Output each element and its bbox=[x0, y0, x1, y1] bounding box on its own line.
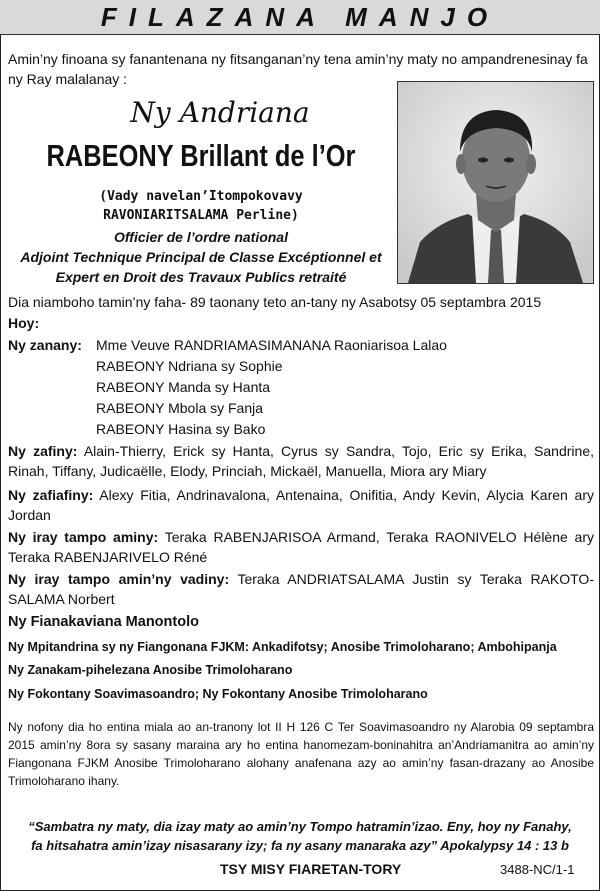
zanany-item: RABEONY Hasina sy Bako bbox=[96, 421, 266, 437]
spouse-line-2: RAVONIARITSALAMA Perline) bbox=[103, 208, 299, 223]
no-wake-notice: TSY MISY FIARETAN-TORY bbox=[220, 861, 402, 877]
section-colleagues: Ny Zanakam-pihelezana Anosibe Trimoloharano bbox=[8, 663, 293, 677]
zafiafiny-paragraph bbox=[8, 485, 594, 525]
honorific: Ny Andriana bbox=[130, 96, 310, 129]
zafiny-paragraph bbox=[8, 441, 594, 481]
section-church: Ny Mpitandrina sy ny Fiangonana FJKM: Ankadifotsy; Anosibe Trimoloharano; Ambohipanja bbox=[8, 640, 557, 654]
iray-tampo-vady-paragraph bbox=[8, 569, 594, 609]
reference-code: 3488-NC/1-1 bbox=[500, 862, 575, 877]
zanany-label: Ny zanany: bbox=[8, 337, 82, 353]
portrait-photo bbox=[397, 81, 594, 284]
section-family: Ny Fianakaviana Manontolo bbox=[8, 614, 199, 630]
zanany-item: Mme Veuve RANDRIAMASIMANANA Raoniarisoa Lalao bbox=[96, 337, 447, 353]
zafiny-text: Alain-Thierry, Erick sy Hanta, Cyrus sy Sandra, Tojo, Eric sy Erika, Sandrine, Rinah, Tiffany, Judicaëlle, Elody, Princiah, Mickaël, Manuella, Miora ary Miary bbox=[8, 443, 594, 479]
funeral-details: Ny nofony dia ho entina miala ao an-tranony lot II H 126 C Ter Soavimasoandro ny Alarobia 09 septambra 2015 amin’ny 8ora sy sasany maraina ary ho entina hanomezam-boninahitra an’Andriamanitra ao amin’ny Fiangonana FJKM Anosibe Trimoloharano alohany anafenana azy ao amin’ny fasan-drazany ao Anosibe Trimoloharano ihany. bbox=[8, 720, 594, 788]
iray-tampo-vady-text: Teraka ANDRIATSALAMA Justin sy Teraka RAKOTO-SALAMA Norbert bbox=[8, 571, 594, 607]
deceased-name: RABEONY Brillant de l’Or bbox=[46, 138, 356, 173]
zafiny-label: Ny zafiny: bbox=[8, 443, 78, 459]
iray-tampo-vady-label: Ny iray tampo amin’ny vadiny: bbox=[8, 571, 230, 587]
spouse-line-1: (Vady navelan’Itompokovavy bbox=[99, 189, 303, 204]
quote-line-2: fa hitsahatra amin’izay nisasarany izy; fa ny asany manaraka azy” Apokalypsy 14 : 13 b bbox=[31, 838, 569, 853]
iray-tampo-text: Teraka RABENJARISOA Armand, Teraka RAONIVELO Hélène ary Teraka RABENJARIVELO Réné bbox=[8, 529, 594, 565]
zanany-item: RABEONY Ndriana sy Sophie bbox=[96, 358, 283, 374]
zanany-item: RABEONY Mbola sy Fanja bbox=[96, 400, 264, 416]
title-line-1: Officier de l’ordre national bbox=[113, 229, 288, 245]
hoy-label: Hoy: bbox=[8, 315, 40, 331]
portrait-illustration bbox=[398, 82, 593, 283]
zafiafiny-label: Ny zafiafiny: bbox=[8, 487, 94, 503]
death-notice: Dia niamboho tamin’ny faha- 89 taonany teto an-tany ny Asabotsy 05 septambra 2015 bbox=[8, 294, 542, 310]
quote-line-1: “Sambatra ny maty, dia izay maty ao amin’ny Tompo hatramin’izao. Eny, hoy ny Fanahy, bbox=[28, 819, 572, 834]
header-title: FILAZANA MANJO bbox=[100, 2, 500, 32]
bible-quote bbox=[20, 817, 580, 855]
iray-tampo-label: Ny iray tampo aminy: bbox=[8, 529, 159, 545]
header-banner bbox=[0, 0, 600, 35]
title-line-2: Adjoint Technique Principal de Classe Excéptionnel et bbox=[20, 249, 382, 265]
iray-tampo-paragraph bbox=[8, 527, 594, 567]
zafiafiny-text: Alexy Fitia, Andrinavalona, Antenaina, Onifitia, Andy Kevin, Alycia Karen ary Jordan bbox=[8, 487, 594, 523]
title-line-3: Expert en Droit des Travaux Publics retraité bbox=[55, 269, 347, 285]
section-fokontany: Ny Fokontany Soavimasoandro; Ny Fokontany Anosibe Trimoloharano bbox=[8, 687, 428, 701]
intro-text: Amin’ny finoana sy fanantenana ny fitsanganan’ny tena amin’ny maty no ampandrenesinay fa ny Ray malalanay : bbox=[8, 51, 588, 87]
zanany-item: RABEONY Manda sy Hanta bbox=[96, 379, 271, 395]
